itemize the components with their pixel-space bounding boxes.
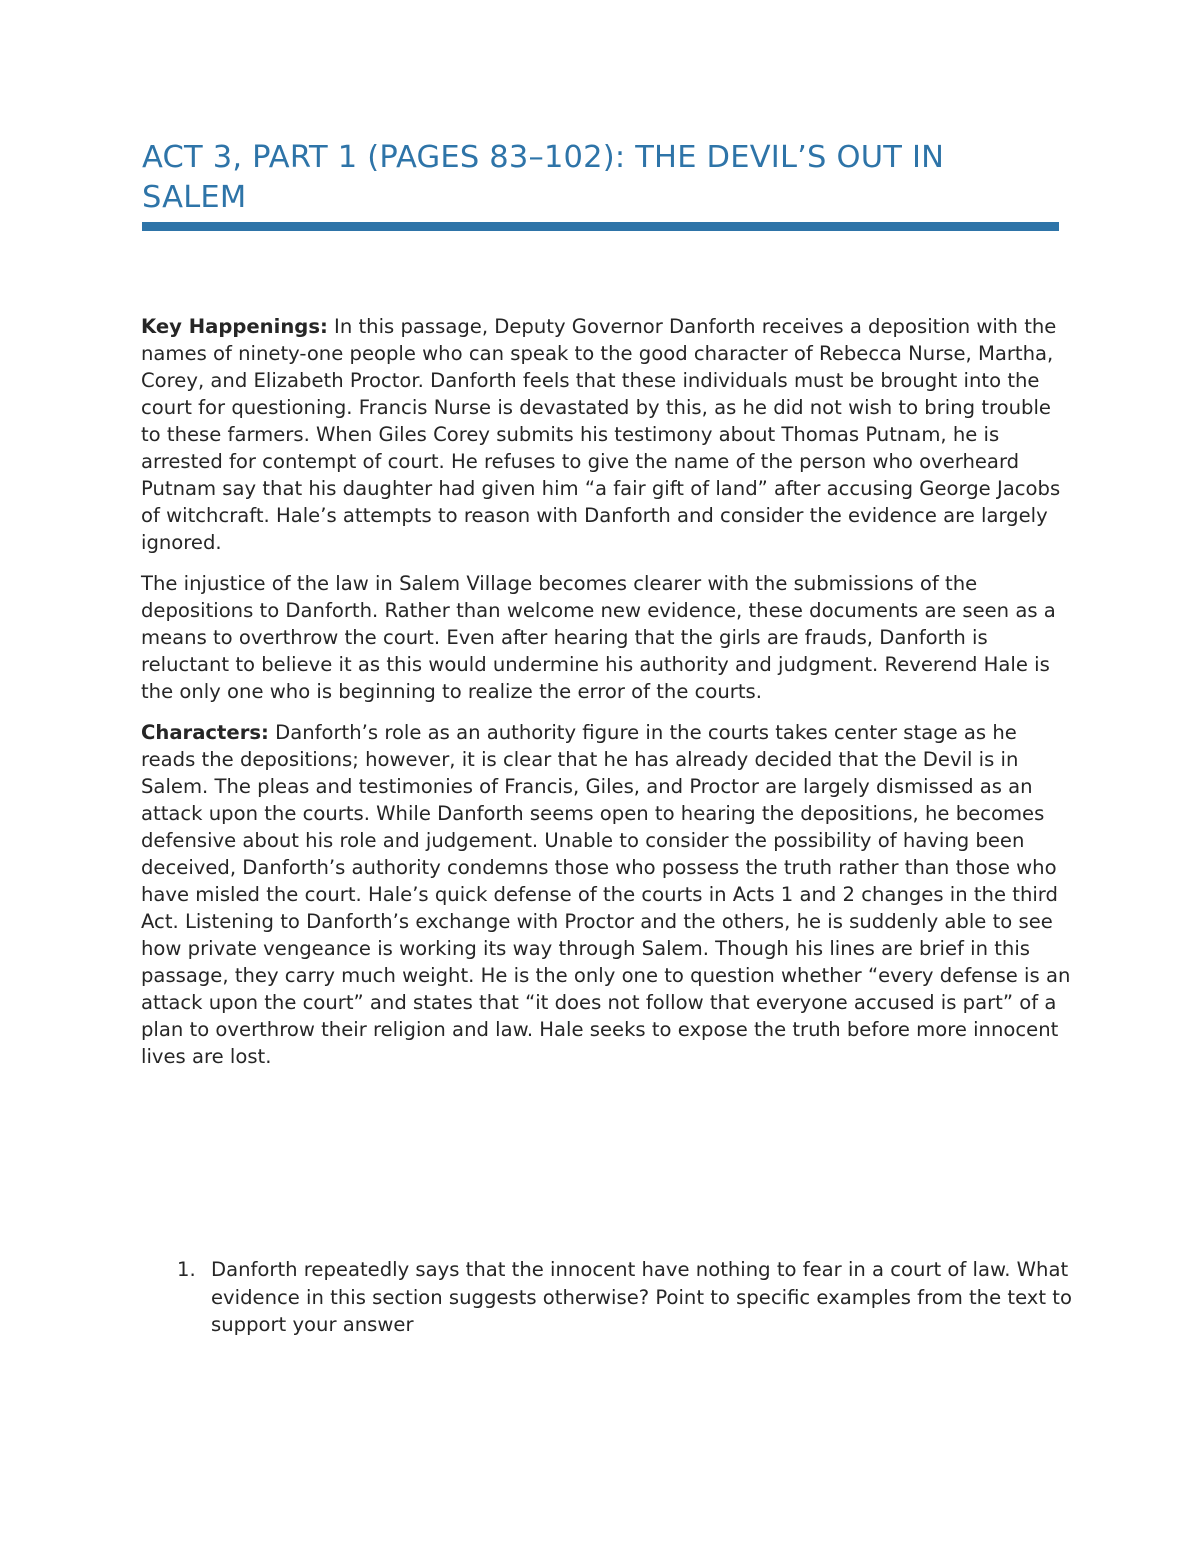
characters-text: Danforth’s role as an authority figure in the courts takes center stage as he reads the depositions; however, it is clear that he has already decided that the Devil is in Salem. The pleas and testimonies of Francis, Giles, and Proctor are largely dismissed as an attack upon the courts. While Danforth seems open to hearing the depositions, he becomes defensive about his role and judgement. Unable to consider the possibility of having been deceived, Danforth’s authority condemns those who possess the truth rather than those who have misled the court. Hale’s quick defense of the courts in Acts 1 and 2 changes in the third Act. Listening to Danforth’s exchange with Proctor and the others, he is suddenly able to see how private vengeance is working its way through Salem. Though his lines are brief in this passage, they carry much weight. He is the only one to question whether “every defense is an attack upon the court” and states that “it does not follow that everyone accused is part” of a plan to overthrow their religion and law. Hale seeks to expose the truth before more innocent lives are lost. [141,721,1071,1068]
characters-label: Characters: [141,721,269,744]
question-item [141,1256,1076,1339]
question-text: Danforth repeatedly says that the innocent have nothing to fear in a court of law. What evidence in this section suggests otherwise? Point to specific examples from the text to support your answer [211,1258,1072,1336]
key-happenings-paragraph [141,313,1076,556]
title-underline-rule [142,222,1059,231]
injustice-paragraph: The injustice of the law in Salem Village becomes clearer with the submissions of the depositions to Danforth. Rather than welcome new evidence, these documents are seen as a means to overthrow the court. Even after hearing that the girls are frauds, Danforth is reluctant to believe it as this would undermine his authority and judgment. Reverend Hale is the only one who is beginning to realize the error of the courts. [141,572,1056,703]
key-happenings-label: Key Happenings: [141,315,328,338]
page-title: ACT 3, PART 1 (PAGES 83–102): THE DEVIL’S OUT IN SALEM [142,140,945,215]
document-body [141,313,1076,1084]
question-list [141,1256,1076,1339]
question-number: 1. [177,1258,196,1281]
key-happenings-text: In this passage, Deputy Governor Danforth receives a deposition with the names of ninety-one people who can speak to the good character of Rebecca Nurse, Martha, Corey, and Elizabeth Proctor. Danforth feels that these individuals must be brought into the court for questioning. Francis Nurse is devastated by this, as he did not wish to bring trouble to these farmers. When Giles Corey submits his testimony about Thomas Putnam, he is arrested for contempt of court. He refuses to give the name of the person who overheard Putnam say that his daughter had given him “a fair gift of land” after accusing George Jacobs of witchcraft. Hale’s attempts to reason with Danforth and consider the evidence are largely ignored. [141,315,1061,554]
characters-paragraph [141,719,1076,1070]
